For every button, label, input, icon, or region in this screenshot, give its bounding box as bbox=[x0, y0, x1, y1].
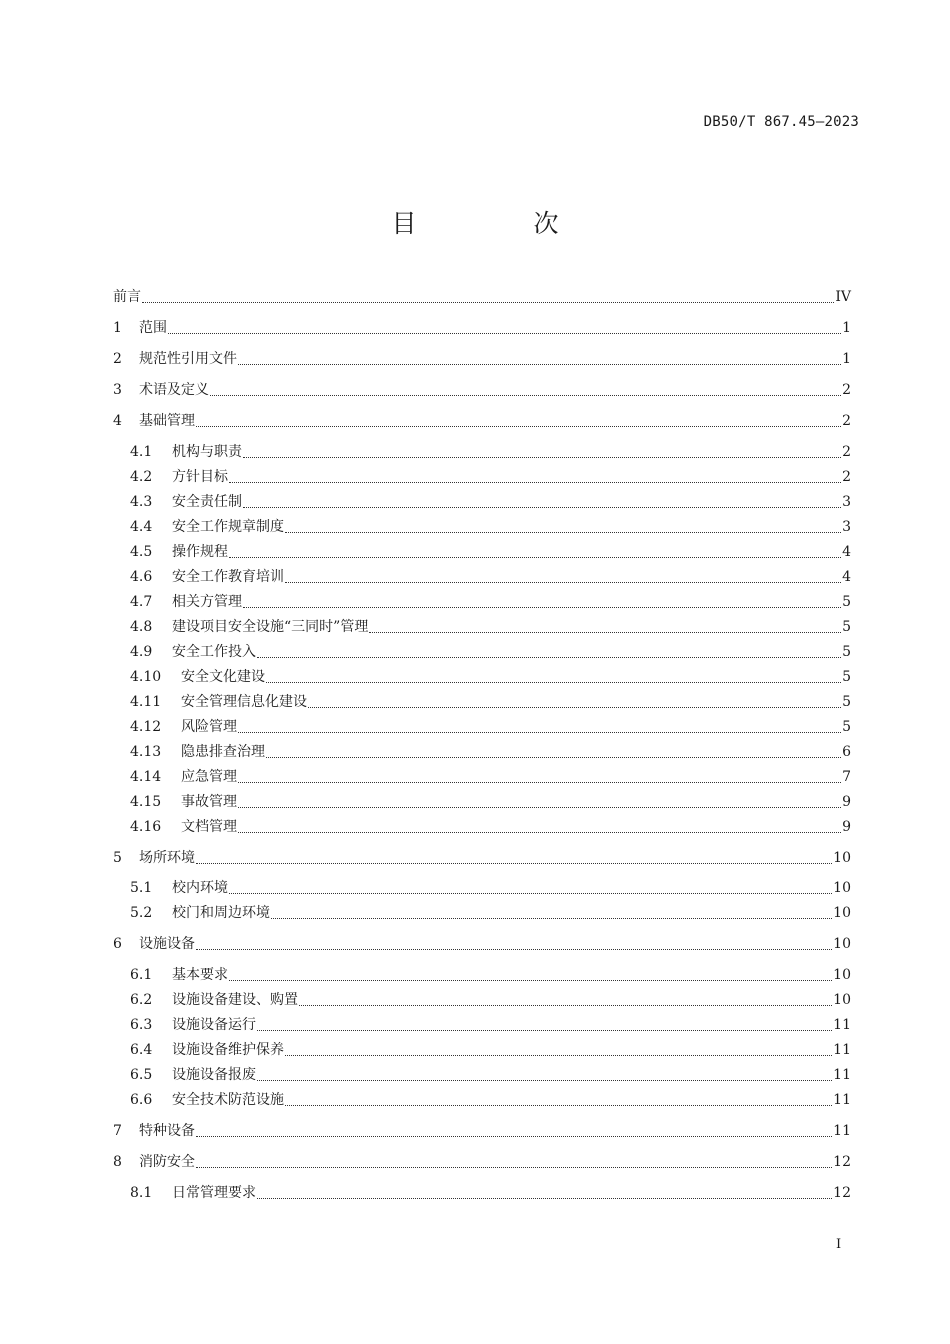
toc-entry-title: 校内环境 bbox=[172, 880, 228, 896]
toc-entry-number: 6 bbox=[113, 936, 122, 952]
toc-entry-page: 2 bbox=[842, 469, 851, 485]
toc-entry-number: 2 bbox=[113, 351, 122, 367]
toc-entry-page: 7 bbox=[842, 769, 851, 785]
toc-entry-page: 11 bbox=[833, 1092, 851, 1108]
toc-leader-dots bbox=[369, 631, 841, 633]
toc-entry-title: 规范性引用文件 bbox=[139, 351, 237, 367]
toc-leader-dots bbox=[196, 948, 832, 950]
toc-leader-dots bbox=[229, 481, 841, 483]
toc-entry-number: 5.2 bbox=[130, 905, 153, 921]
toc-leader-dots bbox=[196, 1135, 832, 1137]
page-title: 目 次 bbox=[391, 209, 605, 238]
toc-entry[interactable] bbox=[130, 666, 851, 688]
document-code: DB50/T 867.45—2023 bbox=[703, 114, 859, 130]
toc-entry-title: 消防安全 bbox=[139, 1154, 195, 1170]
toc-entry-title: 基本要求 bbox=[172, 967, 228, 983]
toc-leader-dots bbox=[210, 394, 841, 396]
toc-entry[interactable] bbox=[130, 1014, 851, 1036]
toc-entry-title: 日常管理要求 bbox=[172, 1185, 256, 1201]
toc-entry-page: 5 bbox=[842, 594, 851, 610]
toc-entry-page: 2 bbox=[842, 444, 851, 460]
toc-entry-number: 3 bbox=[113, 382, 122, 398]
toc-leader-dots bbox=[196, 425, 841, 427]
toc-entry-title: 方针目标 bbox=[172, 469, 228, 485]
toc-entry[interactable] bbox=[130, 591, 851, 613]
toc-entry-page: 3 bbox=[842, 494, 851, 510]
toc-leader-dots bbox=[285, 1054, 832, 1056]
toc-leader-dots bbox=[196, 1166, 832, 1168]
toc-entry-number: 4.14 bbox=[130, 769, 162, 785]
toc-entry-title: 应急管理 bbox=[181, 769, 237, 785]
toc-leader-dots bbox=[271, 917, 832, 919]
toc-entry-page: 3 bbox=[842, 519, 851, 535]
toc-entry-title: 安全技术防范设施 bbox=[172, 1092, 284, 1108]
toc-entry-title: 设施设备报废 bbox=[172, 1067, 256, 1083]
toc-entry[interactable] bbox=[113, 1120, 851, 1142]
toc-leader-dots bbox=[238, 781, 841, 783]
toc-entry-page: 6 bbox=[842, 744, 851, 760]
toc-entry-number: 6.4 bbox=[130, 1042, 153, 1058]
toc-entry-page: 4 bbox=[842, 569, 851, 585]
toc-entry-title: 安全文化建设 bbox=[181, 669, 265, 685]
toc-entry-number: 4.8 bbox=[130, 619, 153, 635]
toc-entry-number: 8 bbox=[113, 1154, 122, 1170]
toc-entry[interactable] bbox=[130, 516, 851, 538]
toc-entry[interactable] bbox=[130, 1089, 851, 1111]
toc-entry[interactable] bbox=[113, 1151, 851, 1173]
toc-entry-page: 9 bbox=[842, 819, 851, 835]
toc-entry-title: 安全管理信息化建设 bbox=[181, 694, 307, 710]
toc-entry[interactable] bbox=[130, 791, 851, 813]
toc-entry[interactable] bbox=[130, 816, 851, 838]
toc-entry-number: 4.10 bbox=[130, 669, 162, 685]
toc-entry-title: 安全工作规章制度 bbox=[172, 519, 284, 535]
toc-entry[interactable] bbox=[113, 410, 851, 432]
toc-entry-title: 相关方管理 bbox=[172, 594, 242, 610]
toc-entry[interactable] bbox=[130, 491, 851, 513]
toc-entry-page: 11 bbox=[833, 1067, 851, 1083]
toc-leader-dots bbox=[299, 1004, 832, 1006]
toc-entry-number: 7 bbox=[113, 1123, 122, 1139]
toc-entry-number: 4.11 bbox=[130, 694, 162, 710]
toc-entry[interactable] bbox=[130, 1039, 851, 1061]
toc-entry[interactable] bbox=[130, 641, 851, 663]
toc-leader-dots bbox=[238, 731, 841, 733]
toc-entry-number: 4.3 bbox=[130, 494, 153, 510]
toc-leader-dots bbox=[266, 681, 841, 683]
toc-entry[interactable] bbox=[113, 379, 851, 401]
toc-leader-dots bbox=[257, 1029, 832, 1031]
toc-entry[interactable] bbox=[130, 541, 851, 563]
toc-entry[interactable] bbox=[130, 441, 851, 463]
toc-leader-dots bbox=[238, 831, 841, 833]
toc-leader-dots bbox=[238, 363, 841, 365]
toc-leader-dots bbox=[142, 301, 834, 303]
toc-entry-number: 4.2 bbox=[130, 469, 153, 485]
toc-entry[interactable] bbox=[130, 566, 851, 588]
toc-leader-dots bbox=[285, 531, 841, 533]
toc-entry-page: 10 bbox=[833, 992, 851, 1008]
toc-entry-title: 文档管理 bbox=[181, 819, 237, 835]
toc-entry-number: 4 bbox=[113, 413, 122, 429]
toc-leader-dots bbox=[229, 556, 841, 558]
toc-entry-page: 5 bbox=[842, 619, 851, 635]
toc-entry-number: 6.3 bbox=[130, 1017, 153, 1033]
toc-entry-page: 2 bbox=[842, 382, 851, 398]
toc-entry-title: 场所环境 bbox=[139, 850, 195, 866]
toc-entry-title: 风险管理 bbox=[181, 719, 237, 735]
toc-entry-title: 基础管理 bbox=[139, 413, 195, 429]
toc-entry-page: 5 bbox=[842, 669, 851, 685]
toc-entry-page: 1 bbox=[842, 351, 851, 367]
toc-entry-number: 4.13 bbox=[130, 744, 162, 760]
toc-entry[interactable] bbox=[130, 902, 851, 924]
toc-entry-title: 操作规程 bbox=[172, 544, 228, 560]
toc-leader-dots bbox=[257, 1079, 832, 1081]
toc-entry[interactable] bbox=[130, 466, 851, 488]
toc-entry-page: 11 bbox=[833, 1123, 851, 1139]
toc-entry-page: 10 bbox=[833, 936, 851, 952]
toc-leader-dots bbox=[243, 456, 841, 458]
toc-entry-title: 安全工作投入 bbox=[172, 644, 256, 660]
toc-entry[interactable] bbox=[130, 964, 851, 986]
toc-entry-page: 11 bbox=[833, 1017, 851, 1033]
toc-entry-number: 6.2 bbox=[130, 992, 153, 1008]
toc-entry-page: 10 bbox=[833, 880, 851, 896]
toc-leader-dots bbox=[168, 332, 841, 334]
toc-entry[interactable] bbox=[130, 691, 851, 713]
toc-entry-page: 1 bbox=[842, 320, 851, 336]
toc-entry-title: 范围 bbox=[139, 320, 167, 336]
toc-entry-page: 10 bbox=[833, 967, 851, 983]
toc-entry-number: 1 bbox=[113, 320, 122, 336]
toc-entry[interactable] bbox=[130, 877, 851, 899]
toc-entry-page: 5 bbox=[842, 644, 851, 660]
toc-entry-page: 12 bbox=[833, 1154, 851, 1170]
toc-entry-title: 隐患排查治理 bbox=[181, 744, 265, 760]
toc-entry[interactable] bbox=[113, 933, 851, 955]
toc-entry-title: 建设项目安全设施“三同时”管理 bbox=[172, 619, 369, 635]
toc-entry-number: 4.1 bbox=[130, 444, 153, 460]
toc-entry-number: 4.4 bbox=[130, 519, 153, 535]
toc-entry-title: 安全责任制 bbox=[172, 494, 242, 510]
toc-entry[interactable] bbox=[113, 847, 851, 869]
toc-entry-number: 4.7 bbox=[130, 594, 153, 610]
toc-leader-dots bbox=[229, 979, 832, 981]
toc-entry[interactable] bbox=[130, 741, 851, 763]
toc-entry-title: 设施设备建设、购置 bbox=[172, 992, 298, 1008]
toc-leader-dots bbox=[308, 706, 841, 708]
toc-entry-page: 4 bbox=[842, 544, 851, 560]
toc-entry[interactable] bbox=[130, 716, 851, 738]
toc-entry-number: 5 bbox=[113, 850, 122, 866]
toc-entry-number: 6.5 bbox=[130, 1067, 153, 1083]
toc-entry-page: 12 bbox=[833, 1185, 851, 1201]
toc-entry-title: 特种设备 bbox=[139, 1123, 195, 1139]
toc-entry-number: 6.6 bbox=[130, 1092, 153, 1108]
toc-entry-page: 5 bbox=[842, 694, 851, 710]
toc-entry-title: 前言 bbox=[113, 289, 141, 305]
toc-leader-dots bbox=[243, 506, 841, 508]
toc-entry-title: 安全工作教育培训 bbox=[172, 569, 284, 585]
toc-entry-number: 4.5 bbox=[130, 544, 153, 560]
toc-leader-dots bbox=[243, 606, 841, 608]
toc-leader-dots bbox=[285, 581, 841, 583]
toc-entry-page: 2 bbox=[842, 413, 851, 429]
toc-entry-number: 4.9 bbox=[130, 644, 153, 660]
toc-entry-number: 5.1 bbox=[130, 880, 153, 896]
toc-entry-title: 机构与职责 bbox=[172, 444, 242, 460]
toc-entry-page: 10 bbox=[833, 850, 851, 866]
toc-entry[interactable] bbox=[130, 989, 851, 1011]
toc-entry-number: 4.16 bbox=[130, 819, 162, 835]
toc-entry-page: 10 bbox=[833, 905, 851, 921]
toc-entry-title: 术语及定义 bbox=[139, 382, 209, 398]
toc-leader-dots bbox=[285, 1104, 832, 1106]
toc-entry-page: 11 bbox=[833, 1042, 851, 1058]
toc-entry-number: 8.1 bbox=[130, 1185, 153, 1201]
toc-entry-page: 5 bbox=[842, 719, 851, 735]
toc-leader-dots bbox=[196, 862, 832, 864]
toc-entry-title: 设施设备 bbox=[139, 936, 195, 952]
toc-entry[interactable] bbox=[130, 766, 851, 788]
toc-entry-number: 6.1 bbox=[130, 967, 153, 983]
toc-entry[interactable] bbox=[113, 317, 851, 339]
toc-entry[interactable] bbox=[113, 348, 851, 370]
toc-entry-number: 4.6 bbox=[130, 569, 153, 585]
toc-entry-title: 设施设备维护保养 bbox=[172, 1042, 284, 1058]
toc-leader-dots bbox=[266, 756, 841, 758]
toc-entry[interactable] bbox=[113, 286, 851, 308]
toc-leader-dots bbox=[238, 806, 841, 808]
toc-leader-dots bbox=[257, 656, 841, 658]
toc-entry-number: 4.15 bbox=[130, 794, 162, 810]
toc-entry-title: 设施设备运行 bbox=[172, 1017, 256, 1033]
toc-entry-title: 校门和周边环境 bbox=[172, 905, 270, 921]
toc-entry[interactable] bbox=[130, 616, 851, 638]
toc-leader-dots bbox=[257, 1197, 832, 1199]
toc-entry[interactable] bbox=[130, 1064, 851, 1086]
toc-entry[interactable] bbox=[130, 1182, 851, 1204]
toc-leader-dots bbox=[229, 892, 832, 894]
toc-entry-title: 事故管理 bbox=[181, 794, 237, 810]
page-number: I bbox=[836, 1237, 842, 1252]
toc-entry-number: 4.12 bbox=[130, 719, 162, 735]
toc-entry-page: IV bbox=[835, 289, 851, 305]
toc-entry-page: 9 bbox=[842, 794, 851, 810]
